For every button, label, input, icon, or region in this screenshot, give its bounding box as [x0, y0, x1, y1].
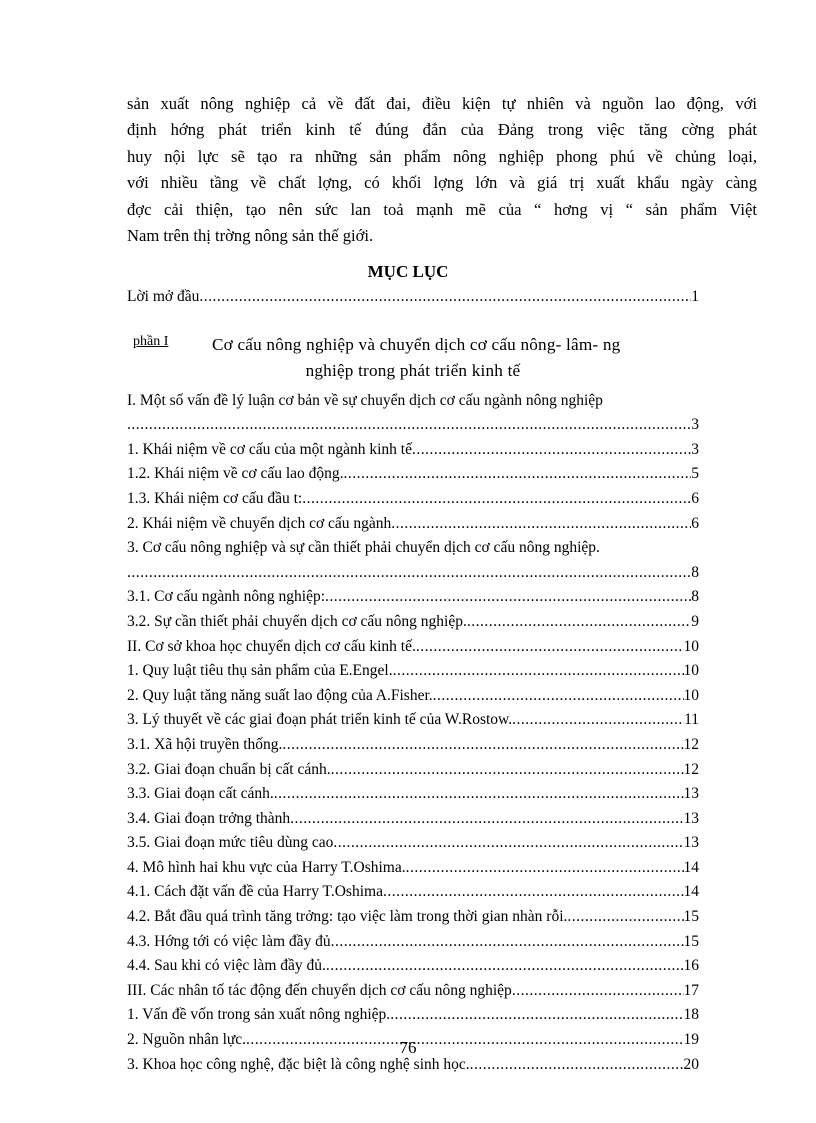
toc-leader-dots: [333, 831, 683, 856]
toc-entry-label: III. Các nhân tố tác động đến chuyển dịch cơ cấu nông nghiệp: [127, 981, 512, 999]
toc-entry-label: 1. Vấn đề vốn trong sản xuất nông nghiệp.: [127, 1006, 391, 1024]
toc-entry-page: 19: [683, 1031, 699, 1049]
toc-leader-dots: [290, 807, 683, 832]
toc-leader-dots: [406, 856, 684, 881]
toc-entry: [127, 856, 699, 881]
toc-leader-dots: [127, 413, 691, 438]
toc-entry-label: 3.1. Cơ cấu ngành nông nghiệp:: [127, 588, 326, 606]
toc-entry: [127, 708, 699, 733]
part-title-line2: nghiệp trong phát triển kinh tế: [305, 360, 521, 380]
toc-entry-label: Lời mở đầu: [127, 288, 200, 305]
toc-entry-label: 3.2. Giai đoạn chuẩn bị cất cánh.: [127, 760, 331, 778]
toc-entry: [127, 610, 699, 635]
toc-entry: [127, 462, 699, 487]
toc-entry: [127, 733, 699, 758]
intro-line: đợc cải thiện, tạo nên sức lan toả mạnh mẽ của “ hơng vị “ sản phẩm Việt: [127, 199, 757, 219]
toc-entry-label: II. Cơ sở khoa học chuyển dịch cơ cấu kinh tế.: [127, 637, 416, 655]
toc-entry-page: 16: [683, 957, 699, 975]
toc-leader-dots: [512, 708, 684, 733]
part-title-line1: Cơ cấu nông nghiệp và chuyển dịch cơ cấu nông- lâm- ng: [212, 334, 621, 354]
toc-entry: [127, 782, 699, 807]
toc-entry-page: 13: [683, 809, 699, 827]
toc-entry: [127, 285, 699, 310]
toc-entry: [127, 512, 699, 537]
toc-leader-dots: [331, 758, 684, 783]
toc-leader-dots: [393, 659, 684, 684]
toc-entry-page: 6: [691, 489, 699, 507]
toc-leader-dots: [127, 561, 691, 586]
toc-entry: [127, 758, 699, 783]
toc-entry-page: 18: [683, 1006, 699, 1024]
toc-entry-page: 9: [691, 612, 699, 630]
toc-entry: [127, 585, 699, 610]
toc-entry-label: 1.2. Khái niệm về cơ cấu lao động.: [127, 465, 344, 483]
toc-entry-page: 12: [683, 735, 699, 753]
toc-entry-page: 5: [691, 465, 699, 483]
intro-line: định hớng phát triển kinh tế đúng đắn của Đảng trong việc tăng cờng phát: [127, 120, 757, 140]
intro-line: với nhiều tầng về chất lợng, có khối lợng lớn và giá trị xuất khẩu ngày càng: [127, 173, 757, 193]
part-tag: phần I: [133, 333, 169, 349]
toc-entry: [127, 807, 699, 832]
toc-leader-dots: [391, 512, 691, 537]
toc-leader-dots: [344, 462, 692, 487]
toc-leader-dots: [302, 487, 691, 512]
toc-entry-label: 3. Lý thuyết về các giai đoạn phát triển kinh tế của W.Rostow.: [127, 711, 513, 729]
toc-entry: [127, 880, 699, 905]
intro-line: Nam trên thị trờng nông sản thế giới.: [127, 226, 374, 246]
toc-entry-label: 1. Khái niệm về cơ cấu của một ngành kinh tế: [127, 440, 412, 458]
toc-entry-label: 4. Mô hình hai khu vực của Harry T.Oshima.: [127, 858, 406, 876]
toc-entry-page: 14: [683, 858, 699, 876]
toc-leader-dots: [274, 782, 684, 807]
intro-line: huy nội lực sẽ tạo ra những sản phẩm nông nghiệp phong phú về chủng loại,: [127, 146, 757, 166]
toc-entry-continuation: [127, 413, 699, 438]
toc-leader-dots: [383, 880, 684, 905]
toc-entry-page: 15: [683, 932, 699, 950]
toc-entry-label: I. Một số vấn đề lý luận cơ bản về sự chuyển dịch cơ cấu ngành nông nghiệp: [127, 391, 603, 409]
toc-leader-dots: [282, 733, 683, 758]
toc-entry-page: 1: [691, 288, 699, 305]
toc-entry-label: 3.5. Giai đoạn mức tiêu dùng cao: [127, 834, 334, 852]
toc-entry-label: 3.2. Sự cần thiết phải chuyển dịch cơ cấu nông nghiệp.: [127, 612, 467, 630]
toc-entry-label: 4.1. Cách đặt vấn đề của Harry T.Oshima: [127, 883, 383, 901]
toc-entry: [127, 1003, 699, 1028]
toc-leader-dots: [567, 905, 683, 930]
toc-entry-page: 8: [691, 588, 699, 606]
toc-entry: [127, 659, 699, 684]
toc-entry-page: 10: [683, 686, 699, 704]
toc-entry-label: 3.3. Giai đoạn cất cánh.: [127, 785, 274, 803]
intro-paragraph: [127, 91, 757, 249]
toc-leader-dots: [326, 954, 684, 979]
toc-entry-label: 2. Quy luật tăng năng suất lao động của A.Fisher.: [127, 686, 433, 704]
toc-entry-label: 3.1. Xã hội truyền thống.: [127, 735, 283, 753]
toc-entry-page: 6: [691, 514, 699, 532]
toc-leader-dots: [199, 285, 691, 310]
toc-entry: [127, 905, 699, 930]
toc-entry: [127, 954, 699, 979]
toc-entry-page: 10: [683, 637, 699, 655]
toc-entry-continuation: [127, 561, 699, 586]
toc-entry-page: 15: [683, 908, 699, 926]
toc-leader-dots: [331, 930, 684, 955]
toc-entry-page: 12: [683, 760, 699, 778]
toc-leader-dots: [433, 684, 684, 709]
toc-entry-page: 8: [691, 563, 699, 581]
toc-entry-page: 14: [683, 883, 699, 901]
toc-entry-page: 20: [683, 1055, 699, 1073]
toc-entry-label: 1. Quy luật tiêu thụ sản phẩm của E.Engel.: [127, 662, 393, 680]
toc-leader-dots: [325, 585, 691, 610]
toc-entry-page: 13: [683, 785, 699, 803]
toc-leader-dots: [412, 438, 691, 463]
toc-entry-label: 3. Khoa học công nghệ, đặc biệt là công nghệ sinh học.: [127, 1055, 470, 1073]
toc-leader-dots: [416, 635, 684, 660]
toc-entry-page: 3: [691, 440, 699, 458]
toc-entry-page: 3: [691, 416, 699, 434]
toc-entry-label: 3.4. Giai đoạn trởng thành: [127, 809, 291, 827]
toc-leader-dots: [390, 1003, 683, 1028]
toc-entry-page: 17: [683, 981, 699, 999]
toc-entry-label: 2. Khái niệm về chuyển dịch cơ cấu ngành: [127, 514, 392, 532]
toc-entry-label: 2. Nguồn nhân lực.: [127, 1031, 247, 1049]
toc-entry: [127, 635, 699, 660]
toc-entry: [127, 438, 699, 463]
toc-entry-page: 13: [683, 834, 699, 852]
toc-entry: [127, 487, 699, 512]
toc-entry: [127, 930, 699, 955]
toc-leader-dots: [467, 610, 691, 635]
toc-entry-label: 1.3. Khái niệm cơ cấu đầu t:: [127, 489, 303, 507]
toc-entry-label: 4.3. Hớng tới có việc làm đầy đủ: [127, 932, 331, 950]
intro-line: sản xuất nông nghiệp cả về đất đai, điều kiện tự nhiên và nguồn lao động, với: [127, 94, 757, 113]
toc-title: MỤC LỤC: [367, 262, 449, 281]
toc-entry: [127, 979, 699, 1004]
toc-entry-page: 10: [683, 662, 699, 680]
table-of-contents: [127, 285, 699, 1077]
toc-part-heading: [127, 310, 699, 380]
toc-leader-dots: [512, 979, 684, 1004]
page-number: 76: [399, 1038, 417, 1057]
toc-entry-label: 4.4. Sau khi có việc làm đầy đủ.: [127, 957, 326, 975]
toc-entry-label: 4.2. Bắt đầu quá trình tăng trởng: tạo việc làm trong thời gian nhàn rỗi.: [127, 908, 568, 926]
toc-entry-label: 3. Cơ cấu nông nghiệp và sự cần thiết phải chuyển dịch cơ cấu nông nghiệp.: [127, 539, 600, 557]
toc-entry: [127, 684, 699, 709]
toc-entry: [127, 831, 699, 856]
toc-entry-page: 11: [684, 711, 699, 729]
